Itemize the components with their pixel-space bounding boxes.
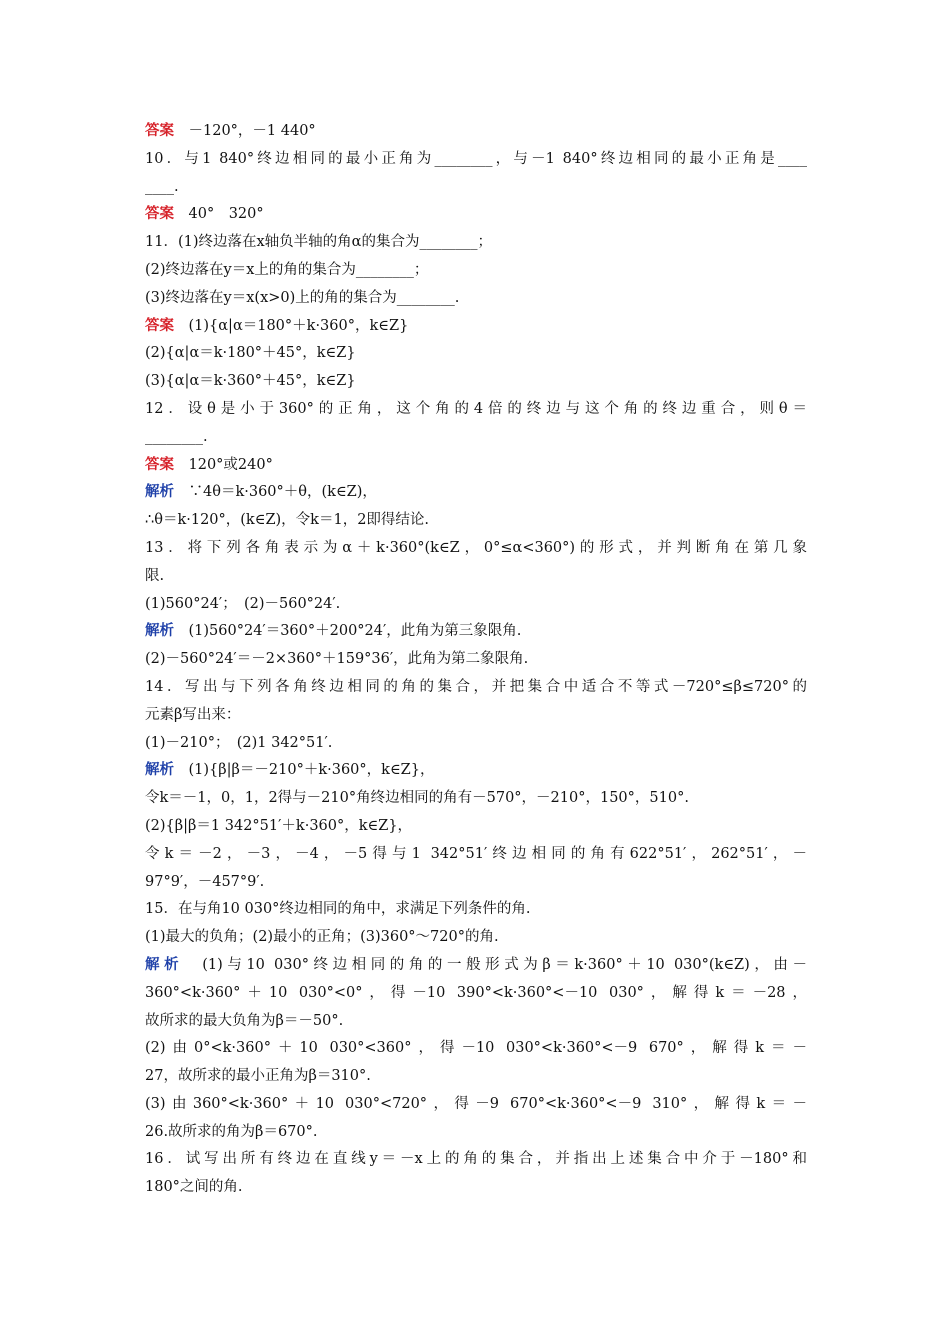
answer-label: 答案 <box>145 206 174 223</box>
line-text: 16．试写出所有终边在直线y＝－x上的角的集合，并指出上述集合中介于－180°和 <box>145 1151 807 1168</box>
text-line <box>145 146 807 174</box>
text-line <box>145 1008 807 1036</box>
text-line <box>145 535 807 563</box>
line-text: (1)与10 030°终边相同的角的一般形式为β＝k·360°＋10 030°(k∈Z)，由－ <box>183 956 807 973</box>
text-line <box>145 396 807 424</box>
text-line <box>145 313 807 341</box>
text-line <box>145 702 807 730</box>
text-line <box>145 563 807 591</box>
text-line <box>145 1091 807 1119</box>
text-line <box>145 924 807 952</box>
text-line <box>145 757 807 785</box>
line-text: (2)－560°24′＝－2×360°＋159°36′，此角为第二象限角. <box>145 651 529 668</box>
text-line <box>145 1174 807 1202</box>
line-text: (1){β|β＝－210°＋k·360°，k∈Z}， <box>174 762 435 779</box>
analysis-label: 解析 <box>145 762 174 779</box>
text-line <box>145 118 807 146</box>
analysis-label: 解析 <box>145 956 184 973</box>
text-line <box>145 285 807 313</box>
line-text: 10．与1 840°终边相同的最小正角为________，与－1 840°终边相同的最小正角是____ <box>145 150 807 167</box>
text-line <box>145 980 807 1008</box>
line-text: 11．(1)终边落在x轴负半轴的角α的集合为________； <box>145 234 492 251</box>
line-text: (2)由0°<k·360°＋10 030°<360°，得－10 030°<k·360°<－9 670°，解得k＝－ <box>145 1040 807 1057</box>
line-text: 令k＝－2，－3，－4，－5得与1 342°51′终边相同的角有622°51′，262°51′，－ <box>145 845 807 862</box>
line-text: 限. <box>145 567 165 584</box>
line-text: 120°或240° <box>174 456 273 473</box>
line-text: 元素β写出来： <box>145 706 241 723</box>
line-text: (1){α|α＝180°＋k·360°，k∈Z} <box>174 317 409 334</box>
text-line <box>145 201 807 229</box>
line-text: ∵4θ＝k·360°＋θ，(k∈Z)， <box>174 484 377 501</box>
line-text: ∴θ＝k·120°，(k∈Z)，令k＝1，2即得结论. <box>145 512 430 529</box>
answer-label: 答案 <box>145 317 174 334</box>
text-line <box>145 813 807 841</box>
line-text: (2)终边落在y＝x上的角的集合为________； <box>145 261 429 278</box>
text-line <box>145 1119 807 1147</box>
line-text: 令k＝－1，0，1，2得与－210°角终边相同的角有－570°，－210°，150°，510°. <box>145 790 689 807</box>
line-text: 180°之间的角. <box>145 1179 243 1196</box>
text-line <box>145 591 807 619</box>
analysis-label: 解析 <box>145 484 174 501</box>
text-line <box>145 479 807 507</box>
line-text: (3){α|α＝k·360°＋45°，k∈Z} <box>145 373 356 390</box>
text-line <box>145 1063 807 1091</box>
text-line <box>145 1035 807 1063</box>
text-line <box>145 424 807 452</box>
text-line <box>145 452 807 480</box>
line-text: ________. <box>145 428 208 445</box>
line-text: (1)560°24′； (2)－560°24′. <box>145 595 341 612</box>
text-line <box>145 257 807 285</box>
line-text: 15．在与角10 030°终边相同的角中，求满足下列条件的角. <box>145 901 531 918</box>
text-line <box>145 229 807 257</box>
text-line <box>145 869 807 897</box>
text-line <box>145 618 807 646</box>
line-text: ____. <box>145 178 179 195</box>
text-line <box>145 507 807 535</box>
analysis-label: 解析 <box>145 623 174 640</box>
line-text: 故所求的最大负角为β＝－50°. <box>145 1012 344 1029</box>
line-text: 97°9′，－457°9′. <box>145 873 265 890</box>
line-text: (3)终边落在y＝x(x>0)上的角的集合为________. <box>145 289 460 306</box>
line-text: (3)由360°<k·360°＋10 030°<720°，得－9 670°<k·360°<－9 310°，解得k＝－ <box>145 1095 807 1112</box>
text-line <box>145 368 807 396</box>
text-line <box>145 841 807 869</box>
text-line <box>145 730 807 758</box>
answer-label: 答案 <box>145 123 174 139</box>
line-text: (2){α|α＝k·180°＋45°，k∈Z} <box>145 345 356 362</box>
line-text: (1)560°24′＝360°＋200°24′，此角为第三象限角. <box>174 623 522 640</box>
line-text: (1)最大的负角；(2)最小的正角；(3)360°～720°的角. <box>145 929 499 946</box>
line-text: 12．设θ是小于360°的正角，这个角的4倍的终边与这个角的终边重合，则θ＝ <box>145 400 807 417</box>
text-line <box>145 952 807 980</box>
document-page <box>145 118 807 1202</box>
answer-label: 答案 <box>145 456 174 473</box>
line-text: 14．写出与下列各角终边相同的角的集合，并把集合中适合不等式－720°≤β≤720°的 <box>145 678 807 695</box>
line-text: 360°<k·360°＋10 030°<0°，得－10 390°<k·360°<－10 030°，解得k＝－28， <box>145 984 807 1001</box>
text-line <box>145 785 807 813</box>
text-line <box>145 674 807 702</box>
line-text: －120°，－1 440° <box>174 123 316 139</box>
text-line <box>145 646 807 674</box>
line-text: (1)－210°； (2)1 342°51′. <box>145 734 333 751</box>
text-line <box>145 896 807 924</box>
line-text: (2){β|β＝1 342°51′＋k·360°，k∈Z}， <box>145 817 413 834</box>
line-text: 13．将下列各角表示为α＋k·360°(k∈Z，0°≤α<360°)的形式，并判断角在第几象 <box>145 539 807 556</box>
line-text: 27，故所求的最小正角为β＝310°. <box>145 1068 371 1085</box>
document-body <box>145 118 807 1202</box>
line-text: 40° 320° <box>174 206 264 223</box>
text-line <box>145 1146 807 1174</box>
line-text: 26.故所求的角为β＝670°. <box>145 1123 318 1140</box>
text-line <box>145 174 807 202</box>
text-line <box>145 340 807 368</box>
